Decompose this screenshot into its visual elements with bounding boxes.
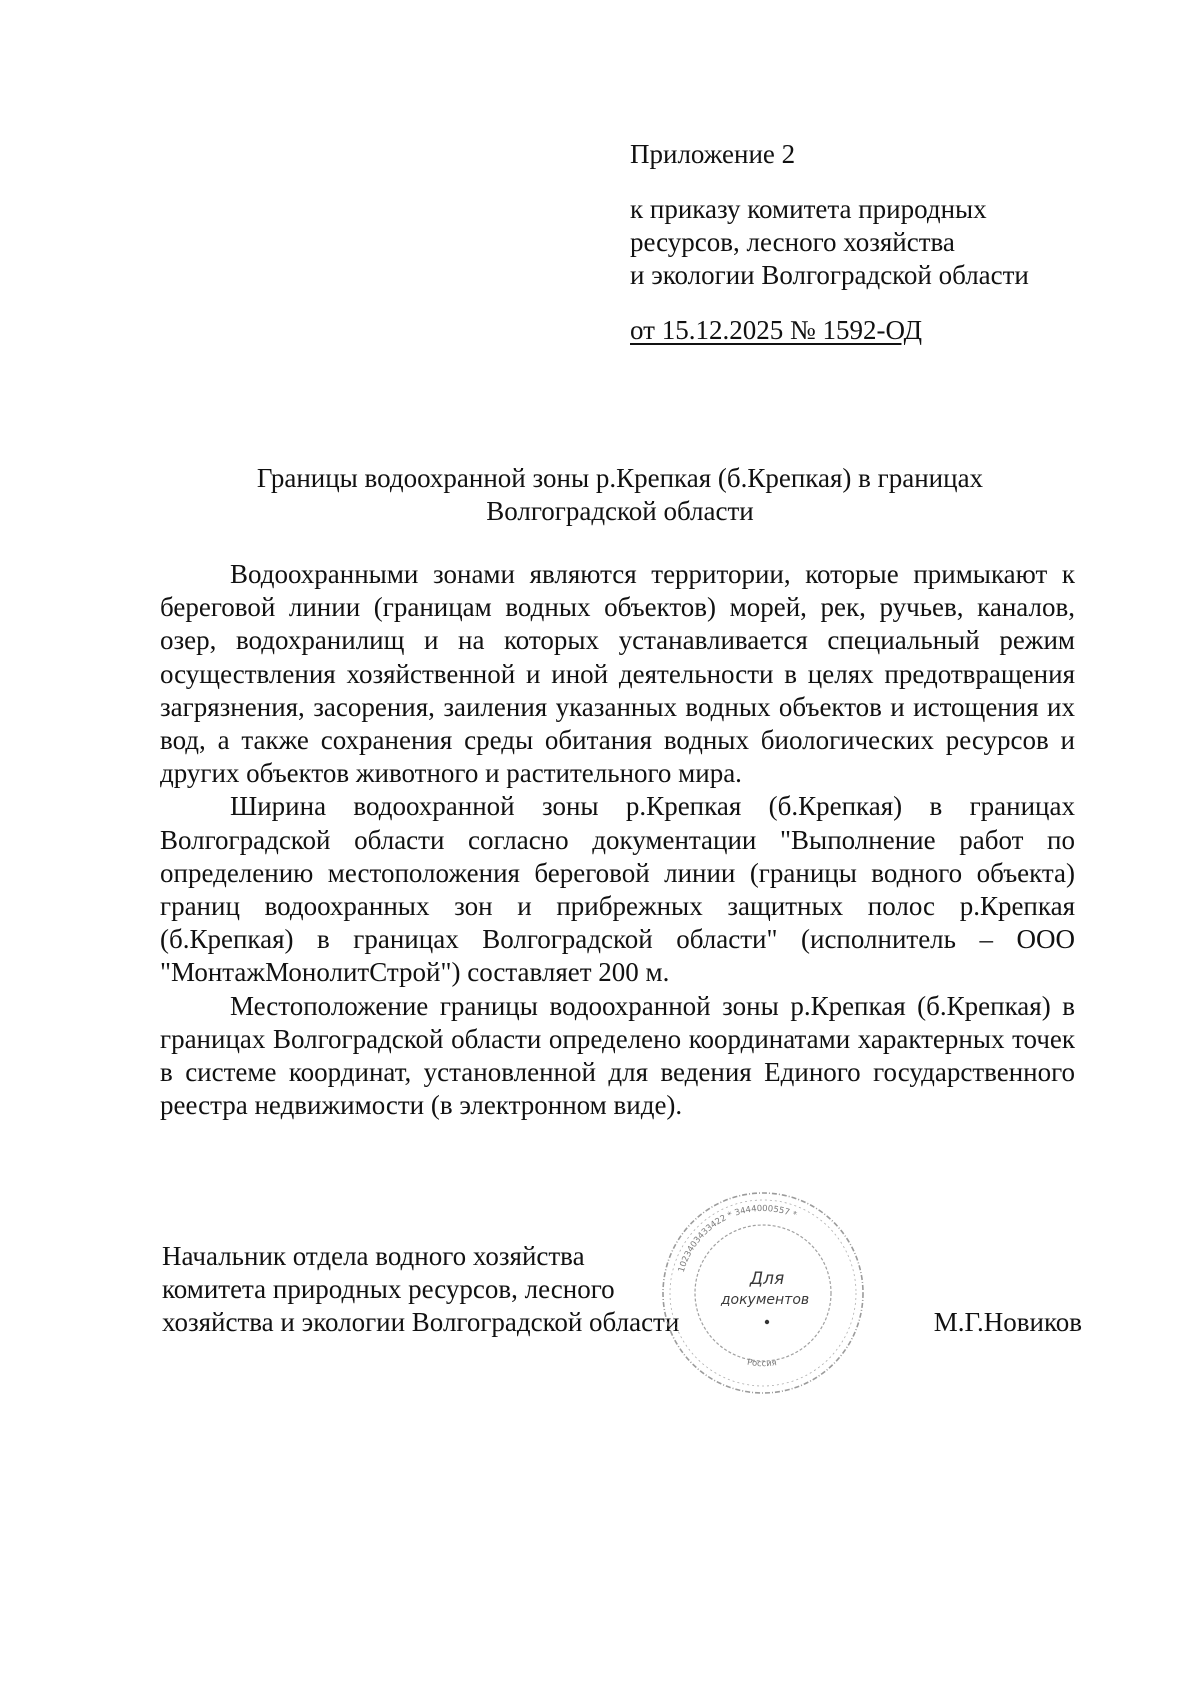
document-title-line: Границы водоохранной зоны р.Крепкая (б.Крепкая) в границах [256,463,984,493]
stamp-center-line: Для [749,1269,785,1289]
official-stamp [658,1188,868,1398]
signatory-position-line: Начальник отдела водного хозяйства [162,1241,585,1271]
appendix-order-reference [630,193,1130,292]
stamp-bottom-text: Россия [746,1357,778,1370]
stamp-ring-text: 1023403433422 * 3444000557 * [676,1203,799,1274]
order-number: от 15.12.2025 № 1592-ОД [630,315,923,345]
document-title [160,462,1080,528]
appendix-header [630,138,1130,347]
signatory-position-line: комитета природных ресурсов, лесного [162,1274,615,1304]
appendix-label: Приложение 2 [630,139,796,169]
appendix-order-line: к приказу комитета природных [630,194,987,224]
body-paragraph: Ширина водоохранной зоны р.Крепкая (б.Крепкая) в границах Волгоградской области согласно документации "Выполнение работ по определению местоположения береговой линии (границы водного объекта) границ водоохранных зон и прибрежных защитных полос р.Крепкая (б.Крепкая) в границах Волгоградской области" (исполнитель – ООО "МонтажМонолитСтрой") составляет 200 м. [160,791,1075,988]
signature-block [162,1240,1082,1380]
signatory-position [162,1240,722,1339]
appendix-order-line: и экологии Волгоградской области [630,260,1029,290]
stamp-center-line: документов [720,1292,810,1308]
stamp-graphic [658,1188,868,1398]
appendix-order-line: ресурсов, лесного хозяйства [630,227,955,257]
document-body [160,558,1075,1122]
signatory-position-line: хозяйства и экологии Волгоградской области [162,1307,680,1337]
document-title-line: Волгоградской области [486,496,754,526]
body-paragraph: Водоохранными зонами являются территории, которые примыкают к береговой линии (границам водных объектов) морей, рек, ручьев, каналов, озер, водохранилищ и на которых устанавливается специальный режим осуществления хозяйственной и иной деятельности в целях предотвращения загрязнения, засорения, заиления указанных водных объектов и истощения их вод, а также сохранения среды обитания водных биологических ресурсов и других объектов животного и растительного мира. [160,559,1075,789]
body-paragraph: Местоположение границы водоохранной зоны р.Крепкая (б.Крепкая) в границах Волгоградской области определено координатами характерных точек в системе координат, установленной для ведения Единого государственного реестра недвижимости (в электронном виде). [160,990,1075,1121]
signatory-name: М.Г.Новиков [933,1307,1082,1337]
